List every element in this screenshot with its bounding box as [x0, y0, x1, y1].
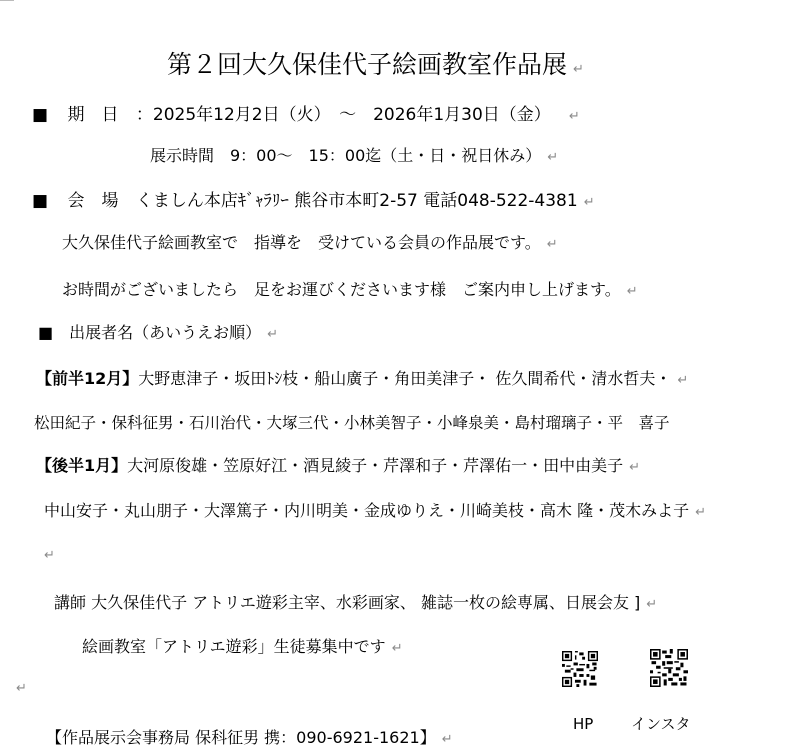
return-mark: ↵	[267, 327, 279, 342]
return-mark: ↵	[677, 373, 689, 388]
return-mark: ↵	[391, 641, 403, 656]
venue-line	[32, 190, 595, 214]
venue-value: くましん本店ｷﾞｬﾗﾘｰ 熊谷市本町2-57 電話048-522-4381	[135, 191, 578, 211]
return-mark: ↵	[646, 597, 658, 612]
return-mark: ↵	[629, 460, 641, 475]
second-half-line-1	[36, 455, 640, 479]
hp-qr-code[interactable]	[562, 651, 598, 687]
empty-paragraph	[16, 676, 27, 700]
return-mark: ↵	[546, 237, 558, 252]
exhibit-hours: 展示時間 9：00～ 15：00迄（土・日・祝日休み） ↵	[150, 146, 559, 165]
bullet-square: ■	[32, 191, 49, 211]
date-label: 期 日	[67, 105, 119, 125]
return-mark: ↵	[583, 195, 595, 210]
second-half-label: 【後半1月】	[36, 456, 128, 475]
office-line: 【作品展示会事務局 保科征男 携：090-6921-1621】 ↵	[46, 728, 453, 747]
first-half-line-1	[36, 368, 688, 392]
hp-label: HP	[573, 715, 594, 733]
return-mark: ↵	[695, 505, 706, 520]
date-line	[32, 104, 580, 128]
intro-line-1: 大久保佳代子絵画教室で 指導を 受けている会員の作品展です。 ↵	[62, 233, 558, 252]
first-half-names-1: 大野恵津子・坂田ﾄｼ枝・船山廣子・角田美津子・ 佐久間希代・清水哲夫・	[138, 369, 672, 388]
recruit-line: 絵画教室「アトリエ遊彩」生徒募集中です ↵	[82, 637, 403, 656]
empty-paragraph	[44, 543, 55, 567]
return-mark: ↵	[573, 62, 584, 77]
first-half-label: 【前半12月】	[36, 369, 139, 388]
return-mark: ↵	[547, 150, 559, 165]
return-mark: ↵	[441, 732, 453, 747]
document-title: 第２回大久保佳代子絵画教室作品展 ↵	[167, 50, 584, 79]
venue-label: 会 場	[67, 191, 119, 211]
teacher-line: 講師 大久保佳代子 アトリエ遊彩主宰、水彩画家、 雑誌一枚の絵専属、日展会友 ] ↵	[54, 593, 658, 612]
instagram-label: インスタ	[631, 715, 691, 733]
exhibitors-heading: ■ 出展者名（あいうえお順） ↵	[38, 323, 279, 342]
return-mark: ↵	[626, 284, 638, 299]
return-mark: ↵	[16, 681, 27, 696]
return-mark: ↵	[44, 548, 55, 563]
second-half-line-2: 中山安子・丸山朋子・大澤篤子・内川明美・金成ゆりえ・川崎美枝・高木 隆・茂木みよ子 ↵	[44, 501, 706, 520]
date-value: ：2025年12月2日（火） ～ 2026年1月30日（金）	[135, 105, 551, 125]
page-corner-mark	[0, 0, 14, 1]
second-half-names-1: 大河原俊雄・笠原好江・酒見綾子・芹澤和子・芹澤佑一・田中由美子	[127, 456, 624, 475]
bullet-square: ■	[32, 105, 49, 125]
instagram-qr-code[interactable]	[650, 649, 688, 687]
return-mark: ↵	[568, 109, 580, 124]
first-half-line-2: 松田紀子・保科征男・石川治代・大塚三代・小林美智子・小峰泉美・島村瑠璃子・平 喜子	[34, 414, 670, 432]
intro-line-2: お時間がございましたら 足をお運びくださいます様 ご案内申し上げます。 ↵	[62, 280, 638, 299]
